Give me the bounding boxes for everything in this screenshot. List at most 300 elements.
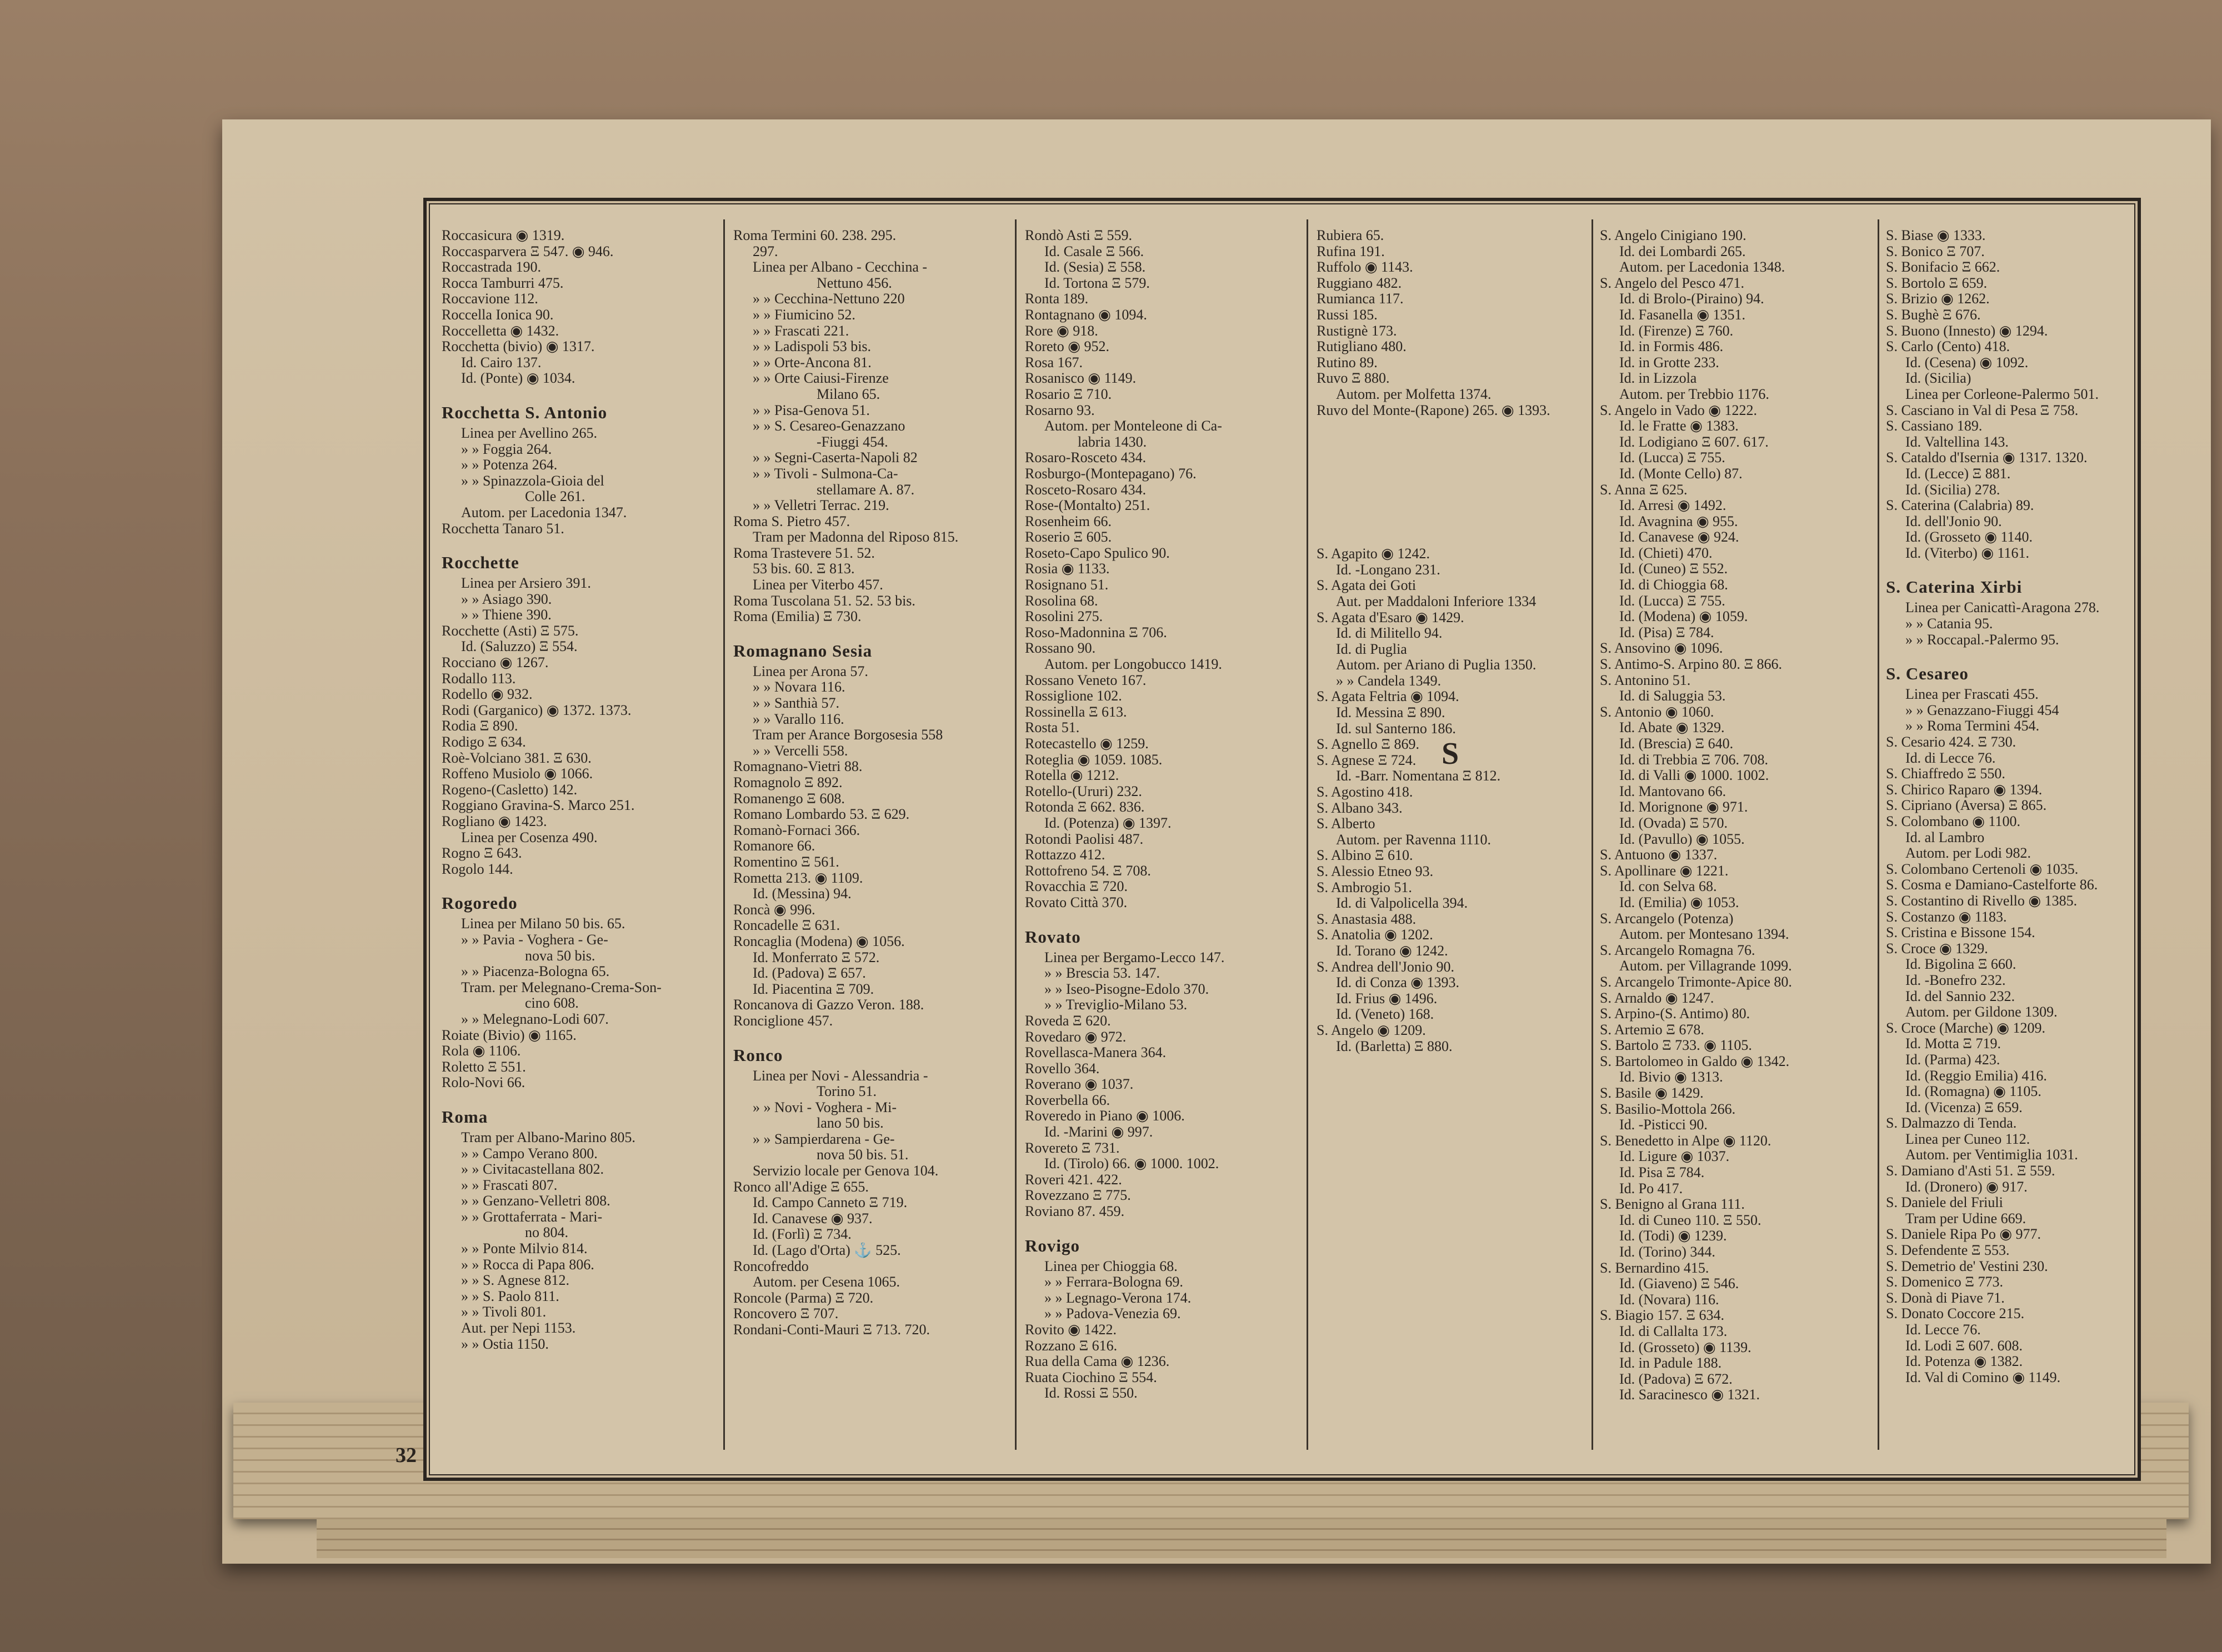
index-entry: Id. Arresi ◉ 1492. [1619, 498, 1726, 514]
index-entry: S. Colombano Certenoli ◉ 1035. [1886, 861, 2079, 877]
index-entry: Rosaro-Rosceto 434. [1025, 450, 1147, 466]
index-entry: nova 50 bis. [525, 948, 595, 964]
index-entry: Id. di Lecce 76. [1905, 750, 1996, 766]
index-entry: Roccelletta ◉ 1432. [442, 323, 559, 339]
index-entry: Roso-Madonnina Ξ 706. [1025, 624, 1167, 640]
index-entry: S. Croce ◉ 1329. [1886, 940, 1988, 957]
index-entry: Rotecastello ◉ 1259. [1025, 736, 1149, 752]
index-entry: labria 1430. [1078, 434, 1147, 450]
index-entry: Roiate (Bivio) ◉ 1165. [442, 1027, 577, 1043]
index-entry [1317, 418, 1589, 546]
index-entry: Autom. per Gildone 1309. [1905, 1004, 2058, 1020]
index-entry: Rogolo 144. [442, 861, 513, 877]
index-entry: S. Colombano ◉ 1100. [1886, 814, 2021, 829]
index-entry: Id. Monferrato Ξ 572. [753, 949, 880, 965]
index-entry: » » Tivoli 801. [461, 1304, 547, 1320]
index-entry: » » Novi - Voghera - Mi- [753, 1099, 897, 1115]
index-entry: Id. di Militello 94. [1336, 625, 1443, 642]
index-entry: Id. (Grosseto) ◉ 1139. [1619, 1339, 1751, 1355]
index-entry: » » Rocca di Papa 806. [461, 1256, 594, 1273]
index-entry: Id. di Chioggia 68. [1619, 577, 1728, 593]
index-entry: Id. Val di Comino ◉ 1149. [1905, 1369, 2061, 1385]
index-column-3 [1025, 228, 1297, 1444]
index-entry: Rovereto Ξ 731. [1025, 1140, 1120, 1156]
index-heading: Roma [442, 1107, 488, 1127]
index-entry: Ruggiano 482. [1317, 275, 1402, 291]
index-entry: Roletto Ξ 551. [442, 1059, 526, 1075]
index-entry: Ronco all'Adige Ξ 655. [733, 1179, 869, 1195]
page-edges-lower [317, 1519, 2166, 1558]
index-entry: Id. di Puglia [1336, 641, 1407, 657]
index-entry: Id. (Cuneo) Ξ 552. [1619, 561, 1728, 577]
index-entry: Linea per Chioggia 68. [1044, 1258, 1178, 1274]
index-entry: Id. Lecce 76. [1905, 1322, 1981, 1338]
index-entry: Ruvo del Monte-(Rapone) 265. ◉ 1393. [1317, 402, 1550, 418]
index-entry: Ruffolo ◉ 1143. [1317, 259, 1413, 276]
index-entry: Roviano 87. 459. [1025, 1204, 1125, 1220]
index-entry: Rovito ◉ 1422. [1025, 1322, 1117, 1338]
index-entry: S. Bortolo Ξ 659. [1886, 275, 1988, 291]
index-entry: » » Ferrara-Bologna 69. [1044, 1274, 1183, 1290]
index-entry: » » Frascati 807. [461, 1177, 558, 1193]
index-entry: Rosenheim 66. [1025, 513, 1112, 529]
index-entry: S. Agapito ◉ 1242. [1317, 546, 1430, 562]
index-heading: S. Cesareo [1886, 664, 1969, 684]
index-entry: S. Anastasia 488. [1317, 911, 1417, 927]
index-entry: Id. -Barr. Nomentana Ξ 812. [1336, 768, 1501, 784]
index-entry: S. Daniele del Friuli [1886, 1195, 2003, 1211]
index-entry: Id. (Modena) ◉ 1059. [1619, 609, 1748, 625]
index-entry: Linea per Arsiero 391. [461, 575, 591, 592]
index-entry: S. Agata Feltria ◉ 1094. [1317, 689, 1459, 705]
index-entry: S. Ambrogio 51. [1317, 879, 1412, 895]
index-entry: Rocciano ◉ 1267. [442, 655, 549, 671]
index-entry: Id. (Monte Cello) 87. [1619, 465, 1743, 482]
index-entry: S. Arcangelo Trimonte-Apice 80. [1600, 974, 1792, 990]
index-entry: Rodia Ξ 890. [442, 718, 518, 734]
index-entry: S. Apollinare ◉ 1221. [1600, 863, 1729, 879]
index-entry: Roncaglia (Modena) ◉ 1056. [733, 933, 905, 949]
index-entry: Russi 185. [1317, 307, 1378, 323]
index-entry: Id. (Pisa) Ξ 784. [1619, 624, 1714, 640]
index-entry: Tram per Arance Borgosesia 558 [753, 727, 943, 743]
index-entry: Roncole (Parma) Ξ 720. [733, 1290, 874, 1306]
index-entry: S. Chiaffredo Ξ 550. [1886, 766, 2005, 782]
index-entry: S. Costantino di Rivello ◉ 1385. [1886, 893, 2078, 909]
index-entry: Rondani-Conti-Mauri Ξ 713. 720. [733, 1322, 930, 1338]
index-entry: S. Daniele Ripa Po ◉ 977. [1886, 1227, 2041, 1243]
index-entry: Roma Trastevere 51. 52. [733, 545, 875, 561]
index-entry: Id. (Padova) Ξ 657. [753, 965, 866, 982]
index-entry: » » Iseo-Pisogne-Edolo 370. [1044, 981, 1209, 997]
index-entry: stellamare A. 87. [817, 482, 915, 498]
index-entry: S. Ansovino ◉ 1096. [1600, 640, 1723, 657]
index-entry: Rodi (Garganico) ◉ 1372. 1373. [442, 702, 632, 718]
index-entry: Rogeno-(Casletto) 142. [442, 782, 578, 798]
index-entry: S. Bonifacio Ξ 662. [1886, 259, 2000, 276]
index-entry: Roncofreddo [733, 1258, 809, 1274]
index-entry: Id. (Potenza) ◉ 1397. [1044, 815, 1172, 831]
index-entry: nova 50 bis. 51. [817, 1147, 909, 1163]
index-entry: Rose-(Montalto) 251. [1025, 498, 1150, 514]
index-entry: Rosceto-Rosaro 434. [1025, 482, 1147, 498]
index-entry: Id. (Firenze) Ξ 760. [1619, 323, 1734, 339]
index-entry: » » Ostia 1150. [461, 1336, 549, 1352]
index-entry: S. Andrea dell'Jonio 90. [1317, 959, 1455, 975]
index-entry: » » Roma Termini 454. [1905, 718, 2040, 734]
index-entry: Id. Valtellina 143. [1905, 434, 2009, 450]
index-entry: Id. Lodigiano Ξ 607. 617. [1619, 434, 1769, 450]
index-entry: » » Grottaferrata - Mari- [461, 1209, 603, 1225]
index-entry: Rore ◉ 918. [1025, 323, 1098, 339]
index-entry: » » Genazzano-Fiuggi 454 [1905, 702, 2059, 718]
index-entry: Linea per Novi - Alessandria - [753, 1068, 928, 1084]
index-entry: » » S. Cesareo-Genazzano [753, 418, 905, 434]
index-entry: S. Cosma e Damiano-Castelforte 86. [1886, 877, 2098, 893]
index-entry: » » Brescia 53. 147. [1044, 965, 1160, 982]
index-entry: Milano 65. [817, 386, 880, 402]
index-entry: Id. (Ponte) ◉ 1034. [461, 371, 575, 387]
index-entry: Id. (Todi) ◉ 1239. [1619, 1228, 1727, 1244]
index-entry: S. Demetrio de' Vestini 230. [1886, 1258, 2048, 1274]
index-entry: Id. di Callalta 173. [1619, 1323, 1728, 1339]
index-entry: S. Angelo ◉ 1209. [1317, 1022, 1426, 1038]
index-entry: S. Biagio 157. Ξ 634. [1600, 1308, 1725, 1324]
index-entry: Roma Termini 60. 238. 295. [733, 228, 897, 243]
index-entry: Autom. per Longobucco 1419. [1044, 657, 1222, 673]
index-entry: Rotella ◉ 1212. [1025, 768, 1119, 784]
index-entry: » » Tivoli - Sulmona-Ca- [753, 465, 898, 482]
index-entry: S. Caterina (Calabria) 89. [1886, 498, 2034, 514]
index-entry: » » Novara 116. [753, 679, 845, 695]
index-entry: Roccella Ionica 90. [442, 307, 554, 323]
index-entry: Id. Rossi Ξ 550. [1044, 1385, 1138, 1401]
index-entry: Id. di Valpolicella 394. [1336, 895, 1468, 912]
index-entry: S. Agata dei Goti [1317, 578, 1417, 594]
page-number: 32 [396, 1444, 417, 1467]
index-entry: Id. (Lago d'Orta) ⚓ 525. [753, 1243, 901, 1259]
index-entry: Romano Lombardo 53. Ξ 629. [733, 807, 910, 823]
index-entry: » » Pavia - Voghera - Ge- [461, 932, 608, 948]
index-entry: Rosarno 93. [1025, 402, 1095, 418]
index-entry: Id. (Ovada) Ξ 570. [1619, 815, 1728, 831]
index-entry: Rocca Tamburri 475. [442, 275, 564, 291]
index-entry: Linea per Arona 57. [753, 663, 868, 679]
index-entry: -Fiuggi 454. [817, 434, 888, 450]
index-entry: » » Campo Verano 800. [461, 1145, 598, 1162]
index-entry: Id. (Lucca) Ξ 755. [1619, 450, 1725, 466]
index-entry: Id. (Viterbo) ◉ 1161. [1905, 545, 2030, 561]
index-entry: Autom. per Molfetta 1374. [1336, 386, 1492, 402]
index-entry: Id. con Selva 68. [1619, 879, 1717, 895]
index-entry: » » Catania 95. [1905, 616, 1993, 632]
index-entry: Id. (Lucca) Ξ 755. [1619, 593, 1725, 609]
index-heading: Rocchetta S. Antonio [442, 403, 608, 422]
index-entry: Id. (Forlì) Ξ 734. [753, 1227, 852, 1243]
index-entry: Romanore 66. [733, 838, 815, 854]
index-entry: Id. Morignone ◉ 971. [1619, 799, 1748, 815]
index-entry: Roncovero Ξ 707. [733, 1306, 839, 1322]
index-entry: S. Cassiano 189. [1886, 418, 1983, 434]
index-entry: Roma Tuscolana 51. 52. 53 bis. [733, 593, 915, 609]
index-entry: Tram per Madonna del Riposo 815. [753, 529, 959, 545]
index-entry: Roteglia ◉ 1059. 1085. [1025, 752, 1163, 768]
index-entry: » » Foggia 264. [461, 441, 552, 457]
index-entry: » » Vercelli 558. [753, 743, 848, 759]
index-entry: S. Bartolo Ξ 733. ◉ 1105. [1600, 1038, 1752, 1054]
index-heading: Rovato [1025, 927, 1081, 947]
index-entry: Id. in Grotte 233. [1619, 354, 1719, 371]
index-entry: Id. Cairo 137. [461, 354, 542, 371]
index-entry: Id. di Trebbia Ξ 706. 708. [1619, 752, 1769, 768]
index-entry: Roccavione 112. [442, 291, 538, 307]
index-entry: » » Santhià 57. [753, 695, 839, 712]
index-entry: Rocchetta Tanaro 51. [442, 520, 564, 537]
index-entry: S. Dalmazzo di Tenda. [1886, 1115, 2017, 1132]
index-entry: » » Pisa-Genova 51. [753, 402, 870, 418]
index-entry: Torino 51. [817, 1084, 877, 1100]
index-entry: » » Frascati 221. [753, 323, 849, 339]
index-entry: S. Agostino 418. [1317, 784, 1413, 800]
index-entry: Linea per Viterbo 457. [753, 577, 883, 593]
index-entry: Rolo-Novi 66. [442, 1075, 526, 1091]
section-letter: S [1442, 737, 1459, 771]
index-entry: Id. (Giaveno) Ξ 546. [1619, 1276, 1739, 1292]
index-entry: Id. (Messina) 94. [753, 886, 852, 902]
index-entry: Id. (Dronero) ◉ 917. [1905, 1179, 2028, 1195]
index-heading: Rocchette [442, 553, 519, 573]
index-entry: Id. (Emilia) ◉ 1053. [1619, 894, 1739, 910]
index-entry: S. Cristina e Bissone 154. [1886, 925, 2035, 941]
index-entry: Id. di Conza ◉ 1393. [1336, 975, 1459, 991]
index-entry: Id. Abate ◉ 1329. [1619, 720, 1725, 736]
index-entry: Id. (Torino) 344. [1619, 1244, 1715, 1260]
index-entry: » » Treviglio-Milano 53. [1044, 997, 1188, 1013]
index-heading: Romagnano Sesia [733, 641, 873, 660]
index-entry: S. Brizio ◉ 1262. [1886, 291, 1990, 307]
index-entry: S. Antonio ◉ 1060. [1600, 704, 1714, 720]
index-entry: 53 bis. 60. Ξ 813. [753, 561, 855, 577]
index-column-4 [1317, 228, 1589, 1444]
index-entry: S. Arcangelo (Potenza) [1600, 910, 1734, 927]
index-entry: Rovedaro ◉ 972. [1025, 1029, 1127, 1045]
index-entry: S. Chirico Raparo ◉ 1394. [1886, 782, 2043, 798]
index-entry: Rosanisco ◉ 1149. [1025, 371, 1137, 387]
index-entry: S. Cipriano (Aversa) Ξ 865. [1886, 798, 2047, 814]
index-entry: Id. (Cesena) ◉ 1092. [1905, 354, 2029, 371]
index-entry: Id. (Sicilia) [1905, 371, 1971, 387]
index-entry: Rosia ◉ 1133. [1025, 561, 1110, 577]
index-entry: Id. (Sicilia) 278. [1905, 482, 2000, 498]
index-entry: Rometta 213. ◉ 1109. [733, 870, 863, 886]
index-entry: Rodello ◉ 932. [442, 687, 533, 703]
index-entry: Roveredo in Piano ◉ 1006. [1025, 1108, 1185, 1124]
index-entry: Id. Fasanella ◉ 1351. [1619, 307, 1746, 323]
index-entry: Id. di Brolo-(Piraino) 94. [1619, 291, 1764, 307]
index-entry: Rosignano 51. [1025, 577, 1109, 593]
index-entry: Id. (Pavullo) ◉ 1055. [1619, 831, 1745, 847]
index-entry: Rodigo Ξ 634. [442, 734, 526, 750]
index-entry: Id. (Vicenza) Ξ 659. [1905, 1099, 2023, 1115]
index-entry: Id. Canavese ◉ 937. [753, 1210, 873, 1227]
index-entry: Aut. per Maddaloni Inferiore 1334 [1336, 593, 1537, 609]
index-entry: Linea per Cuneo 112. [1905, 1131, 2030, 1147]
index-entry: Roma (Emilia) Ξ 730. [733, 609, 862, 625]
index-entry: Rotondi Paolisi 487. [1025, 831, 1144, 847]
index-entry: Rosa 167. [1025, 354, 1083, 371]
index-entry: Rocchette (Asti) Ξ 575. [442, 623, 579, 639]
index-entry: S. Angelo Cinigiano 190. [1600, 228, 1746, 243]
index-entry: Linea per Milano 50 bis. 65. [461, 916, 625, 932]
index-entry: Romanengo Ξ 608. [733, 790, 845, 807]
index-entry: S. Bughè Ξ 676. [1886, 307, 1981, 323]
index-entry: S. Antonino 51. [1600, 672, 1691, 688]
index-entry: Id. Torano ◉ 1242. [1336, 943, 1448, 959]
index-entry: » » Sampierdarena - Ge- [753, 1131, 895, 1147]
index-entry: Autom. per Villagrande 1099. [1619, 958, 1792, 974]
index-entry: Rola ◉ 1106. [442, 1043, 521, 1059]
index-entry: Id. -Bonefro 232. [1905, 972, 2006, 988]
index-entry: » » Spinazzola-Gioia del [461, 473, 604, 489]
index-entry: Ruvo Ξ 880. [1317, 371, 1390, 387]
index-entry: Autom. per Lodi 982. [1905, 845, 2031, 862]
index-entry: S. Alberto [1317, 816, 1375, 832]
index-entry: S. Basile ◉ 1429. [1600, 1085, 1704, 1102]
index-entry: S. Arnaldo ◉ 1247. [1600, 990, 1714, 1006]
column-divider [1015, 219, 1017, 1450]
index-entry: Id. (Barletta) Ξ 880. [1336, 1038, 1453, 1054]
index-entry: Autom. per Ariano di Puglia 1350. [1336, 657, 1537, 673]
index-entry: Id. (Chieti) 470. [1619, 545, 1713, 561]
index-entry: Rovacchia Ξ 720. [1025, 879, 1128, 895]
index-entry: » » Genzano-Velletri 808. [461, 1193, 610, 1209]
index-entry: Roncadelle Ξ 631. [733, 918, 840, 934]
index-entry: Id. -Marini ◉ 997. [1044, 1124, 1153, 1140]
index-entry: Roveda Ξ 620. [1025, 1013, 1111, 1029]
index-entry: » » Segni-Caserta-Napoli 82 [753, 450, 918, 466]
index-entry: Linea per Avellino 265. [461, 425, 598, 441]
index-entry: Id. Frius ◉ 1496. [1336, 990, 1438, 1007]
index-entry: S. Defendente Ξ 553. [1886, 1243, 2010, 1259]
index-entry: Autom. per Cesena 1065. [753, 1274, 900, 1290]
index-entry: S. Bonico Ξ 707. [1886, 243, 1985, 259]
index-entry: Id. Mantovano 66. [1619, 783, 1726, 799]
index-entry: Rutigliano 480. [1317, 339, 1407, 355]
index-entry: S. Agnello Ξ 869. [1317, 737, 1420, 753]
index-entry: » » Roccapal.-Palermo 95. [1905, 632, 2059, 648]
index-entry: Id. Casale Ξ 566. [1044, 243, 1144, 259]
index-entry: Id. in Formis 486. [1619, 339, 1724, 355]
index-entry: S. Angelo in Vado ◉ 1222. [1600, 402, 1757, 418]
index-entry: Id. in Padule 188. [1619, 1355, 1722, 1371]
index-entry: Id. -Longano 231. [1336, 562, 1440, 578]
index-entry: » » Asiago 390. [461, 591, 552, 607]
index-entry: S. Damiano d'Asti 51. Ξ 559. [1886, 1163, 2055, 1179]
index-entry: Id. in Lizzola [1619, 371, 1697, 387]
index-entry: Rosta 51. [1025, 720, 1080, 736]
index-entry: Id. (Lecce) Ξ 881. [1905, 465, 2011, 482]
index-entry: Tram per Albano-Marino 805. [461, 1129, 635, 1145]
index-entry: Rocchetta (bivio) ◉ 1317. [442, 339, 595, 355]
index-entry: Romagnolo Ξ 892. [733, 775, 843, 790]
index-entry: Autom. per Monteleone di Ca- [1044, 418, 1222, 434]
index-entry: Id. Campo Canneto Ξ 719. [753, 1195, 908, 1211]
column-divider [1307, 219, 1308, 1450]
index-entry: Linea per Cosenza 490. [461, 829, 598, 845]
index-entry: » » S. Agnese 812. [461, 1273, 569, 1289]
index-heading: Rovigo [1025, 1236, 1080, 1255]
index-entry: Roffeno Musiolo ◉ 1066. [442, 766, 593, 782]
index-entry: Id. di Saluggia 53. [1619, 688, 1726, 704]
index-entry: » » Piacenza-Bologna 65. [461, 964, 610, 980]
index-entry: Roncà ◉ 996. [733, 902, 815, 918]
index-entry: Roverbella 66. [1025, 1092, 1110, 1108]
index-entry: S. Casciano in Val di Pesa Ξ 758. [1886, 402, 2079, 418]
index-entry: » » Potenza 264. [461, 457, 558, 473]
index-column-6 [1886, 228, 2130, 1444]
index-entry: Id. (Saluzzo) Ξ 554. [461, 639, 578, 655]
index-entry: S. Agata d'Esaro ◉ 1429. [1317, 609, 1464, 625]
index-entry: Rotonda Ξ 662. 836. [1025, 799, 1145, 815]
index-entry: » » Melegnano-Lodi 607. [461, 1011, 609, 1027]
index-entry: S. Buono (Innesto) ◉ 1294. [1886, 323, 2048, 339]
index-entry: Rumianca 117. [1317, 291, 1404, 307]
index-entry: Id. (Veneto) 168. [1336, 1007, 1434, 1023]
index-entry: Rosburgo-(Montepagano) 76. [1025, 465, 1197, 482]
index-entry: Linea per Albano - Cecchina - [753, 259, 928, 276]
index-entry: Roccasparvera Ξ 547. ◉ 946. [442, 243, 614, 259]
index-entry: Id. (Padova) Ξ 672. [1619, 1371, 1733, 1387]
index-entry: Id. Piacentina Ξ 709. [753, 981, 874, 997]
index-entry: Linea per Bergamo-Lecco 147. [1044, 949, 1225, 965]
index-entry: Rossiglione 102. [1025, 688, 1122, 704]
index-entry: » » Legnago-Verona 174. [1044, 1290, 1192, 1306]
index-column-1 [442, 228, 714, 1444]
index-entry: Id. Saracinesco ◉ 1321. [1619, 1387, 1760, 1403]
index-entry: Id. Canavese ◉ 924. [1619, 529, 1739, 545]
index-entry: S. Angelo del Pesco 471. [1600, 275, 1744, 291]
index-entry: S. Carlo (Cento) 418. [1886, 339, 2010, 355]
index-entry: S. Albano 343. [1317, 800, 1403, 816]
index-entry: » » Padova-Venezia 69. [1044, 1306, 1181, 1322]
index-entry: S. Agnese Ξ 724. [1317, 752, 1417, 768]
index-entry: Autom. per Ventimiglia 1031. [1905, 1147, 2078, 1163]
index-entry: Id. -Pisticci 90. [1619, 1117, 1708, 1133]
index-entry: Id. Ligure ◉ 1037. [1619, 1149, 1730, 1165]
index-entry: » » Fiumicino 52. [753, 307, 855, 323]
index-entry: Id. di Valli ◉ 1000. 1002. [1619, 768, 1769, 784]
index-heading: S. Caterina Xirbi [1886, 578, 2023, 597]
index-entry: » » Velletri Terrac. 219. [753, 498, 889, 514]
index-entry: » » Ponte Milvio 814. [461, 1241, 588, 1257]
index-entry: Rondò Asti Ξ 559. [1025, 228, 1132, 243]
index-heading: Rogoredo [442, 894, 518, 913]
index-entry: Id. Potenza ◉ 1382. [1905, 1354, 2023, 1370]
index-entry: Rottofreno 54. Ξ 708. [1025, 863, 1151, 879]
index-entry: Id. Tortona Ξ 579. [1044, 275, 1150, 291]
index-entry: Tram. per Melegnano-Crema-Son- [461, 979, 662, 995]
index-entry: Id. (Brescia) Ξ 640. [1619, 736, 1734, 752]
index-entry: Id. Lodi Ξ 607. 608. [1905, 1338, 2023, 1354]
index-entry: » » Cecchina-Nettuno 220 [753, 291, 905, 307]
index-entry: Rosario Ξ 710. [1025, 386, 1112, 402]
index-entry: lano 50 bis. [817, 1115, 884, 1132]
index-entry: Aut. per Nepi 1153. [461, 1320, 576, 1336]
index-entry: S. Benigno al Grana 111. [1600, 1197, 1745, 1213]
index-entry: S. Donà di Piave 71. [1886, 1290, 2005, 1306]
index-entry: Autom. per Trebbio 1176. [1619, 386, 1769, 402]
index-entry: S. Benedetto in Alpe ◉ 1120. [1600, 1133, 1771, 1149]
